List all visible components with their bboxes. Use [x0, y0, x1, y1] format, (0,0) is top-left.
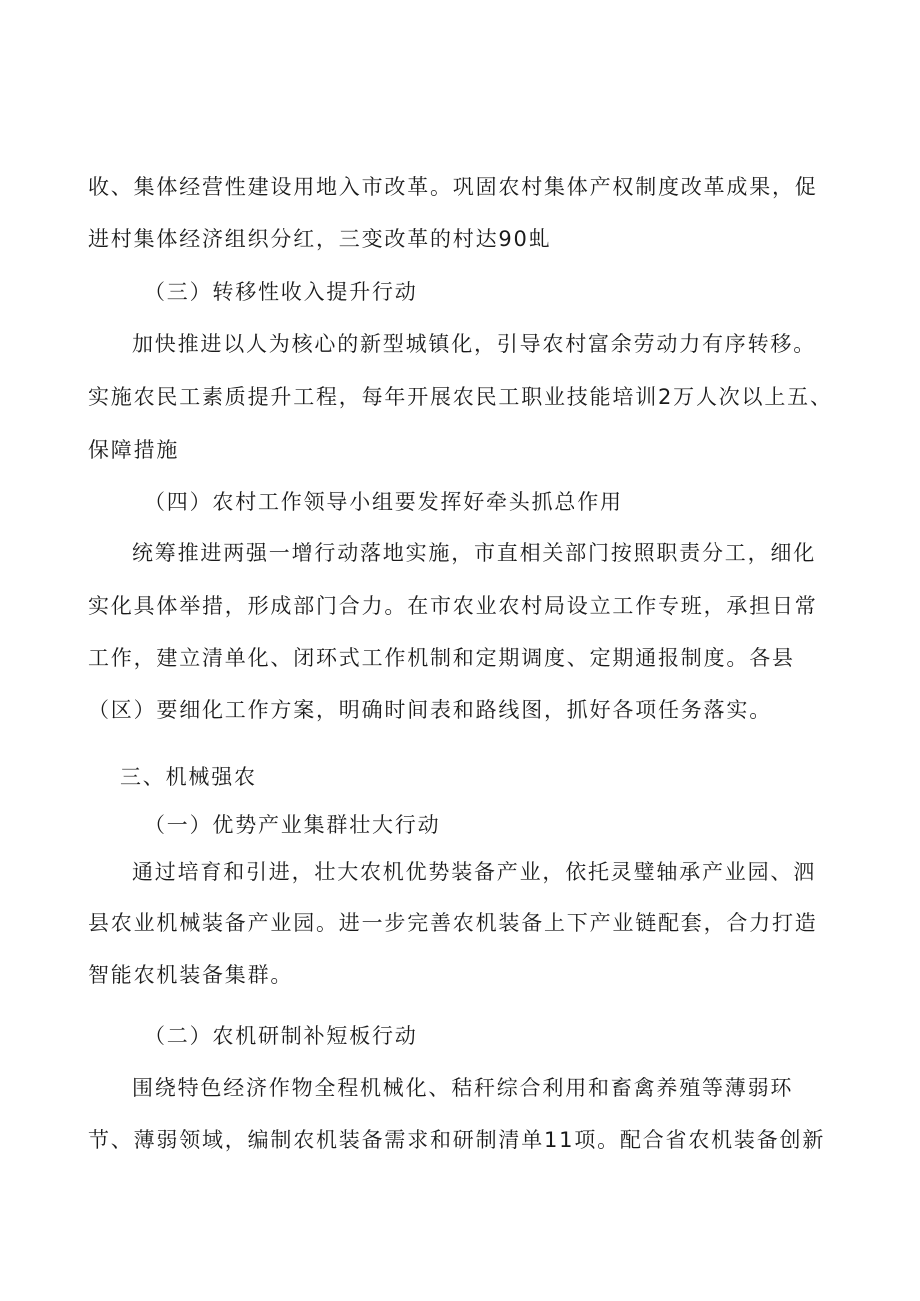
paragraph-line: 收、集体经营性建设用地入市改革。巩固农村集体产权制度改革成果，促 [88, 175, 818, 199]
paragraph-line: 进村集体经济组织分红，三变改革的村达90虬 [88, 227, 552, 251]
paragraph-line: 统筹推进两强一增行动落地实施，市直相关部门按照职责分工，细化 [132, 541, 816, 565]
section-heading: （一）优势产业集群壮大行动 [144, 813, 441, 837]
paragraph-line: 加快推进以人为核心的新型城镇化，引导农村富余劳动力有序转移。 [132, 332, 816, 356]
paragraph-line: 通过培育和引进，壮大农机优势装备产业，依托灵璧轴承产业园、泗 [132, 860, 816, 884]
paragraph-line: 节、薄弱领域，编制农机装备需求和研制清单11项。配合省农机装备创新 [88, 1128, 826, 1152]
paragraph-line: 智能农机装备集群。 [88, 963, 294, 987]
section-heading: （三）转移性收入提升行动 [144, 280, 418, 304]
paragraph-line: 实施农民工素质提升工程，每年开展农民工职业技能培训2万人次以上五、 [88, 385, 833, 409]
paragraph-line: 工作，建立清单化、闭环式工作机制和定期调度、定期通报制度。各县 [88, 646, 795, 670]
chapter-heading: 三、机械强农 [120, 765, 257, 789]
paragraph-line: 保障措施 [88, 438, 180, 462]
paragraph-line: 围绕特色经济作物全程机械化、秸秆综合利用和畜禽养殖等薄弱环 [132, 1076, 794, 1100]
section-heading: （二）农机研制补短板行动 [144, 1024, 418, 1048]
paragraph-line: 实化具体举措，形成部门合力。在市农业农村局设立工作专班，承担日常 [88, 594, 818, 618]
section-heading: （四）农村工作领导小组要发挥好牵头抓总作用 [144, 490, 623, 514]
paragraph-line: （区）要细化工作方案，明确时间表和路线图，抓好各项任务落实。 [88, 698, 772, 722]
paragraph-line: 县农业机械装备产业园。进一步完善农机装备上下产业链配套，合力打造 [88, 911, 818, 935]
